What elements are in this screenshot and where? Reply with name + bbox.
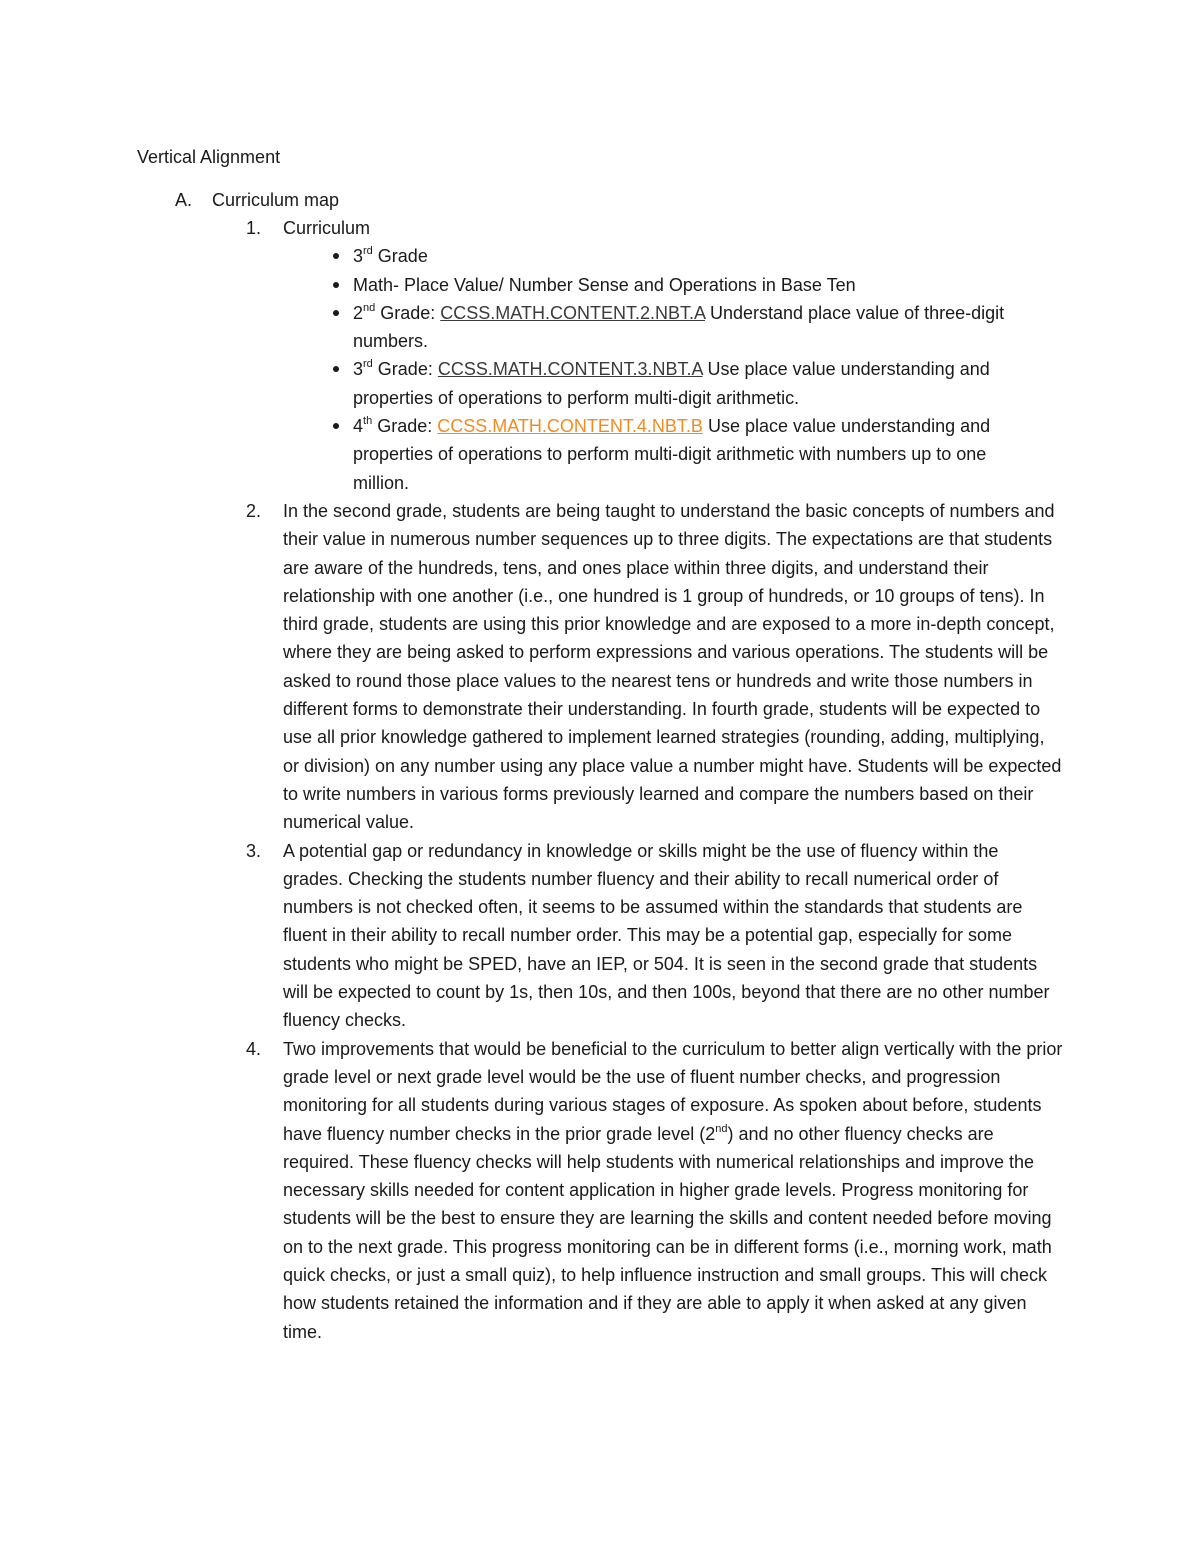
- list-item-3: [0, 837, 1200, 1035]
- standard-link-3nbta[interactable]: CCSS.MATH.CONTENT.3.NBT.A: [437, 359, 703, 380]
- section-heading: [0, 186, 1200, 214]
- list-item-number: 3.: [246, 840, 262, 861]
- bullet-item: 3rd Grade: [353, 242, 1033, 270]
- list-item-1: [0, 214, 1200, 242]
- bullet-dot-icon: [333, 366, 339, 372]
- bullet-item: 2nd Grade: CCSS.MATH.CONTENT.2.NBT.A Understand place value of three-digit numbers.: [353, 299, 1033, 356]
- standard-link-4nbtb[interactable]: CCSS.MATH.CONTENT.4.NBT.B: [437, 416, 703, 437]
- bullet-dot-icon: [333, 253, 339, 259]
- bullet-dot-icon: [333, 310, 339, 316]
- section-heading-text: Curriculum map: [212, 190, 340, 210]
- section-marker: A.: [175, 190, 193, 210]
- paragraph-fluency-gap: A potential gap or redundancy in knowledge or skills might be the use of fluency within the grades. Checking the students number fluency and their ability to recall numerical order of numbers is not checked often, it seems to be assumed within the standards that students are fluent in their ability to recall number order. This may be a potential gap, especially for some students who might be SPED, have an IEP, or 504. It is seen in the second grade that students will be expected to count by 1s, then 10s, and then 100s, beyond that there are no other number fluency checks.: [283, 840, 1050, 1031]
- standard-link-2nbta[interactable]: CCSS.MATH.CONTENT.2.NBT.A: [440, 302, 705, 323]
- list-item-heading: Curriculum: [283, 218, 371, 238]
- list-item-2: [0, 497, 1200, 837]
- curriculum-bullet-list: [0, 242, 1200, 497]
- list-item-4: [0, 1035, 1200, 1346]
- document-title: Vertical Alignment: [137, 147, 281, 167]
- bullet-dot-icon: [333, 282, 339, 288]
- bullet-item: 3rd Grade: CCSS.MATH.CONTENT.3.NBT.A Use place value understanding and properties of operations to perform multi-digit arithmetic.: [353, 355, 1033, 412]
- bullet-item: Math- Place Value/ Number Sense and Operations in Base Ten: [353, 271, 1033, 299]
- bullet-item: 4th Grade: CCSS.MATH.CONTENT.4.NBT.B Use place value understanding and properties of operations to perform multi-digit arithmetic with numbers up to one million.: [353, 412, 1033, 497]
- list-item-number: 4.: [246, 1038, 262, 1059]
- list-item-number: 1.: [246, 218, 262, 238]
- bullet-dot-icon: [333, 423, 339, 429]
- list-item-number: 2.: [246, 500, 262, 521]
- paragraph-improvements: Two improvements that would be beneficial to the curriculum to better align vertically with the prior grade level or next grade level would be the use of fluent number checks, and progression monitoring for all students during various stages of exposure. As spoken about before, students have fluency number checks in the prior grade level (2nd) and no other fluency checks are required. These fluency checks will help students with numerical relationships and improve the necessary skills needed for content application in higher grade levels. Progress monitoring for students will be the best to ensure they are learning the skills and content needed before moving on to the next grade. This progress monitoring can be in different forms (i.e., morning work, math quick checks, or just a small quiz), to help influence instruction and small groups. This will check how students retained the information and if they are able to apply it when asked at any given time.: [283, 1038, 1063, 1342]
- paragraph-grade-concepts: In the second grade, students are being taught to understand the basic concepts of numbers and their value in numerous number sequences up to three digits. The expectations are that students are aware of the hundreds, tens, and ones place within three digits, and understand their relationship with one another (i.e., one hundred is 1 group of hundreds, or 10 groups of tens). In third grade, students are using this prior knowledge and are exposed to a more in-depth concept, where they are being asked to perform expressions and various operations. The students will be asked to round those place values to the nearest tens or hundreds and write those numbers in different forms to demonstrate their understanding. In fourth grade, students will be expected to use all prior knowledge gathered to implement learned strategies (rounding, adding, multiplying, or division) on any number using any place value a number might have. Students will be expected to write numbers in various forms previously learned and compare the numbers based on their numerical value.: [283, 500, 1062, 833]
- section-curriculum-map: [0, 186, 1200, 1346]
